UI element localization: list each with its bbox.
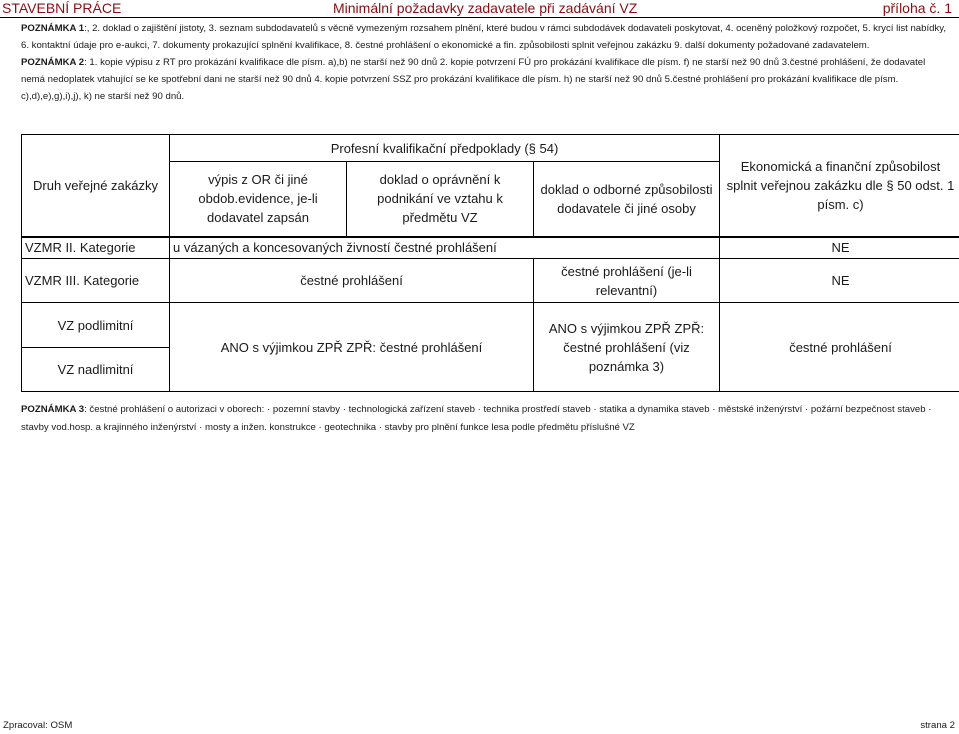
col-header-type: Druh veřejné zakázky bbox=[22, 135, 170, 237]
row-economic: NE bbox=[720, 259, 959, 303]
col-header-or-extract: výpis z OR či jiné obdob.evidence, je-li dodavatel zapsán bbox=[170, 162, 347, 237]
note-2-text: : 1. kopie výpisu z RT pro prokázání kvalifikace dle písm. a),b) ne starší než 90 dnů 2. kopie potvrzení FÚ pro prokázání kvalifikace dle písm. f) ne starší než 90 dnů 3.čestné prohlášení, že dodavatel nemá nedoplatek vtahující se ke spotřební dani ne starší než 90 dnů 4. kopie potvrzení SSZ pro prokázání kvalifikace dle písm. h) ne starší než 90 dnů 5.čestné prohlášení pro prokázání kvalifikace dle písm. c),d),e),g),i),j), k) ne starší než 90 dnů. bbox=[21, 57, 926, 102]
row-type-sub: VZ podlimitní bbox=[22, 303, 170, 348]
note-1-text: :, 2. doklad o zajištění jistoty, 3. seznam subdodavatelů s věcně vymezeným rozsahem plnění, které budou v rámci subdodávek dodavateli poskytovat, 4. oceněný položkový rozpočet, 5. krycí list nabídky, 6. kontaktní údaje pro e-aukci, 7. dokumenty prokazující splnění kvalifikace, 8. čestné prohlášení o ekonomické a fin. způsobilosti splnit veřejnou zakázku 9. další dokumenty požadované zadavatelem. bbox=[21, 23, 947, 51]
table-row bbox=[22, 303, 959, 348]
col-header-business-permit: doklad o oprávnění k podnikání ve vztahu k předmětu VZ bbox=[347, 162, 534, 237]
header-left: STAVEBNÍ PRÁCE bbox=[2, 0, 122, 16]
group-header-professional: Profesní kvalifikační předpoklady (§ 54) bbox=[170, 135, 720, 162]
row-expertise: ANO s výjimkou ZPŘ ZPŘ: čestné prohlášení (viz poznámka 3) bbox=[534, 303, 720, 392]
row-economic: NE bbox=[720, 237, 959, 259]
note-2 bbox=[21, 54, 949, 105]
row-professional: u vázaných a koncesovaných živností čestné prohlášení bbox=[170, 237, 720, 259]
header-title: Minimální požadavky zadavatele při zadávání VZ bbox=[333, 0, 638, 16]
table-row bbox=[22, 259, 959, 303]
row-professional: čestné prohlášení bbox=[170, 259, 534, 303]
footer-author: Zpracoval: OSM bbox=[3, 720, 73, 731]
qualification-table bbox=[21, 134, 959, 392]
header-right: příloha č. 1 bbox=[882, 0, 952, 16]
row-type-sub: VZ nadlimitní bbox=[22, 348, 170, 392]
row-professional: ANO s výjimkou ZPŘ ZPŘ: čestné prohlášení bbox=[170, 303, 534, 392]
note-1 bbox=[21, 20, 949, 54]
col-header-economic: Ekonomická a finanční způsobilost splnit veřejnou zakázku dle § 50 odst. 1 písm. c) bbox=[720, 135, 959, 237]
col-header-expertise: doklad o odborné způsobilosti dodavatele či jiné osoby bbox=[534, 162, 720, 237]
note-2-label: POZNÁMKA 2 bbox=[21, 57, 85, 68]
page-header bbox=[0, 0, 959, 18]
table-row bbox=[22, 237, 959, 259]
note-3 bbox=[21, 401, 951, 437]
note-1-label: POZNÁMKA 1 bbox=[21, 23, 85, 34]
row-expertise: čestné prohlášení (je-li relevantní) bbox=[534, 259, 720, 303]
row-type: VZMR II. Kategorie bbox=[22, 237, 170, 259]
page-footer bbox=[3, 720, 955, 732]
page-number: strana 2 bbox=[920, 720, 955, 731]
row-economic: čestné prohlášení bbox=[720, 303, 959, 392]
note-3-label: POZNÁMKA 3 bbox=[21, 404, 85, 415]
notes-block bbox=[21, 20, 949, 105]
row-type: VZMR III. Kategorie bbox=[22, 259, 170, 303]
note-3-text: : čestné prohlášení o autorizaci v oborech: · pozemní stavby · technologická zařízení staveb · technika prostředí staveb · statika a dynamika staveb · městské inženýrství · požární bezpečnost staveb · stavby vod.hosp. a krajinného inženýrství · mosty a inžen. konstrukce · geotechnika · stavby pro plnění funkce lesa podle předmětu příslušné VZ bbox=[21, 404, 932, 433]
